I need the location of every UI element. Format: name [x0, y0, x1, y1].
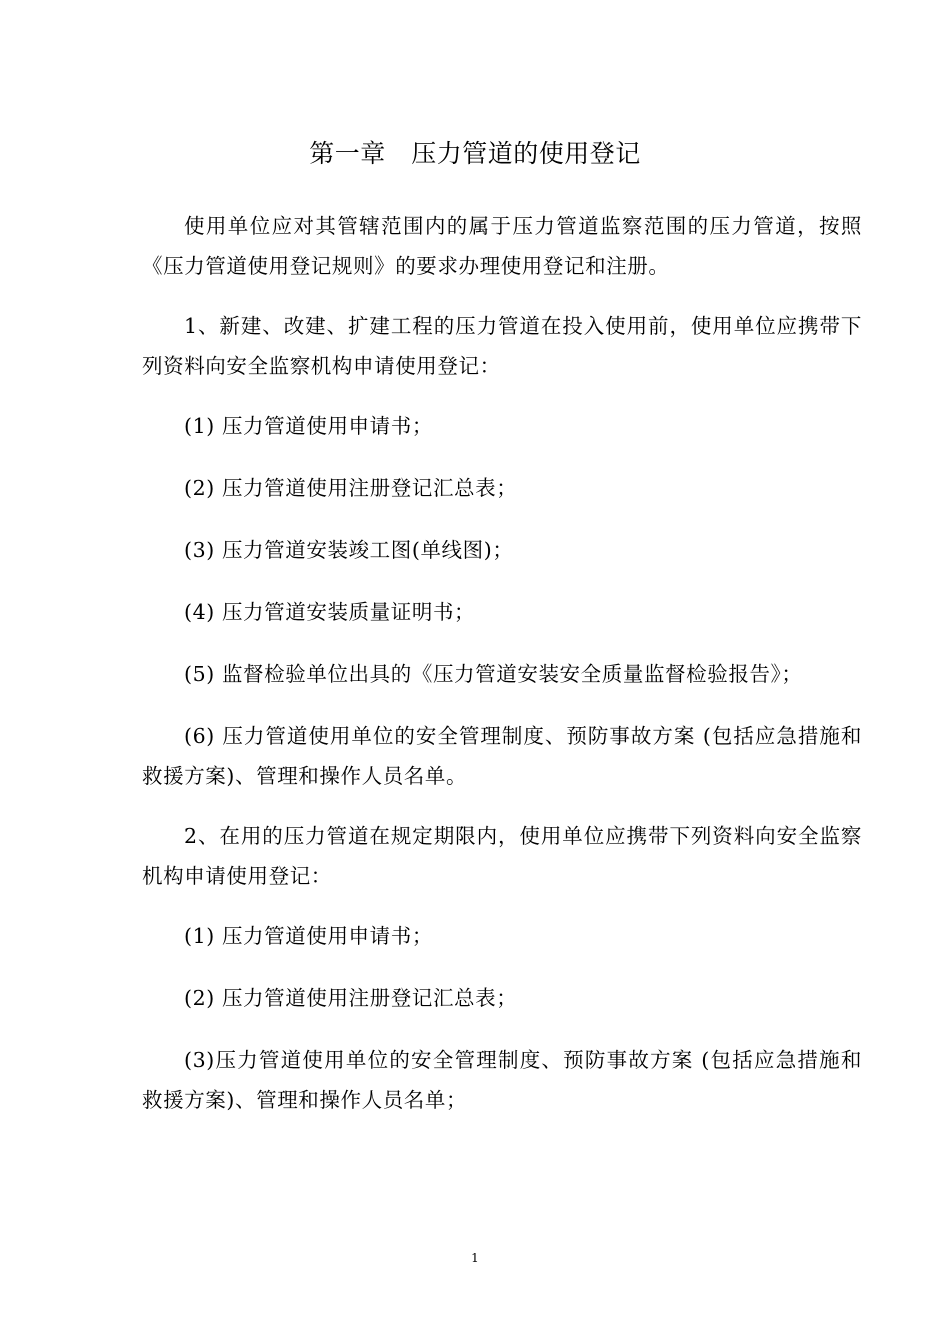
list-item: (2) 压力管道使用注册登记汇总表；: [184, 476, 518, 500]
page-number: 1: [471, 1251, 479, 1265]
list-item: (3) 压力管道安装竣工图(单线图)；: [184, 538, 514, 562]
list-item: (5) 监督检验单位出具的《压力管道安装安全质量监督检验报告》；: [184, 662, 803, 686]
list-item: (6) 压力管道使用单位的安全管理制度、预防事故方案 (包括应急措施和救援方案)、管理和操作人员名单。: [142, 724, 862, 788]
list-item: (4) 压力管道安装质量证明书；: [184, 600, 476, 624]
list-item: (1) 压力管道使用申请书；: [184, 414, 433, 438]
list-item: (1) 压力管道使用申请书；: [184, 924, 433, 948]
document-body: [142, 206, 862, 1140]
intro-paragraph: 使用单位应对其管辖范围内的属于压力管道监察范围的压力管道，按照《压力管道使用登记规则》的要求办理使用登记和注册。: [142, 214, 862, 278]
section-2-paragraph: 2、在用的压力管道在规定期限内，使用单位应携带下列资料向安全监察机构申请使用登记：: [142, 824, 862, 888]
section-1-paragraph: 1、新建、改建、扩建工程的压力管道在投入使用前，使用单位应携带下列资料向安全监察机构申请使用登记：: [142, 314, 862, 378]
list-item: (2) 压力管道使用注册登记汇总表；: [184, 986, 518, 1010]
list-item: (3)压力管道使用单位的安全管理制度、预防事故方案 (包括应急措施和救援方案)、管理和操作人员名单；: [142, 1048, 862, 1112]
chapter-title: 第一章 压力管道的使用登记: [309, 139, 641, 168]
